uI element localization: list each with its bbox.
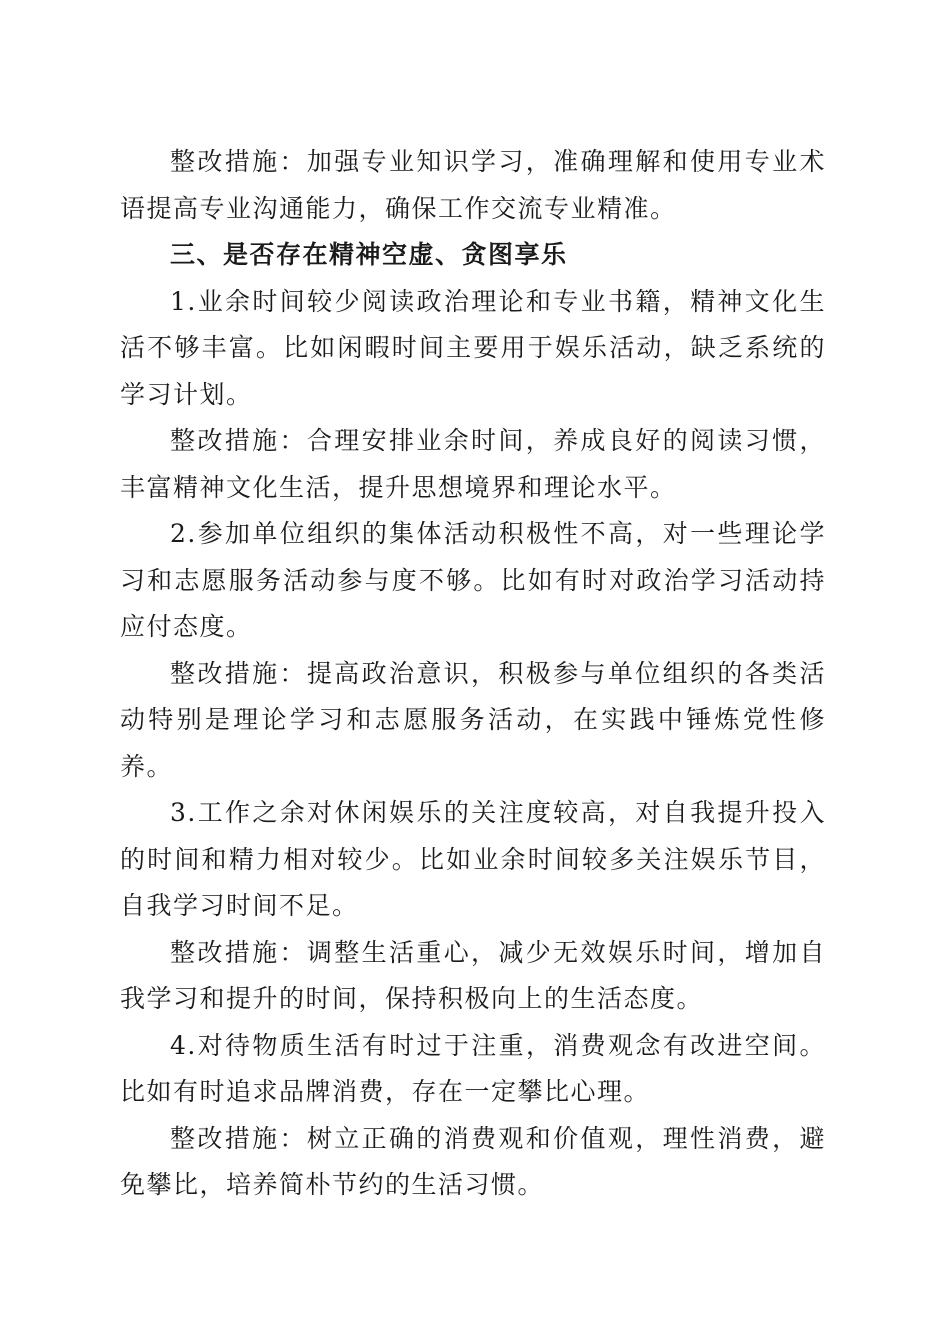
paragraph-rectification-4: 整改措施：树立正确的消费观和价值观，理性消费，避免攀比，培养简朴节约的生活习惯。: [120, 1123, 826, 1199]
section-heading-three: 三、是否存在精神空虚、贪图享乐: [170, 240, 568, 269]
paragraph-issue-3: 3.工作之余对休闲娱乐的关注度较高，对自我提升投入的时间和精力相对较少。比如业余时间较多关注娱乐节目，自我学习时间不足。: [120, 798, 826, 920]
paragraph-rectification-1: 整改措施：合理安排业余时间，养成良好的阅读习惯，丰富精神文化生活，提升思想境界和理论水平。: [120, 426, 826, 502]
paragraph-rectification-professional: 整改措施：加强专业知识学习，准确理解和使用专业术语提高专业沟通能力，确保工作交流专业精准。: [120, 147, 826, 223]
paragraph-issue-4: 4.对待物质生活有时过于注重，消费观念有改进空间。比如有时追求品牌消费，存在一定攀比心理。: [120, 1030, 826, 1106]
paragraph-issue-1: 1.业余时间较少阅读政治理论和专业书籍，精神文化生活不够丰富。比如闲暇时间主要用于娱乐活动，缺乏系统的学习计划。: [120, 286, 826, 409]
paragraph-rectification-3: 整改措施：调整生活重心，减少无效娱乐时间，增加自我学习和提升的时间，保持积极向上的生活态度。: [120, 937, 826, 1013]
paragraph-issue-2: 2.参加单位组织的集体活动积极性不高，对一些理论学习和志愿服务活动参与度不够。比如有时对政治学习活动持应付态度。: [120, 519, 826, 641]
document-body: [120, 139, 826, 1209]
paragraph-rectification-2: 整改措施：提高政治意识，积极参与单位组织的各类活动特别是理论学习和志愿服务活动，在实践中锤炼党性修养。: [120, 658, 826, 781]
